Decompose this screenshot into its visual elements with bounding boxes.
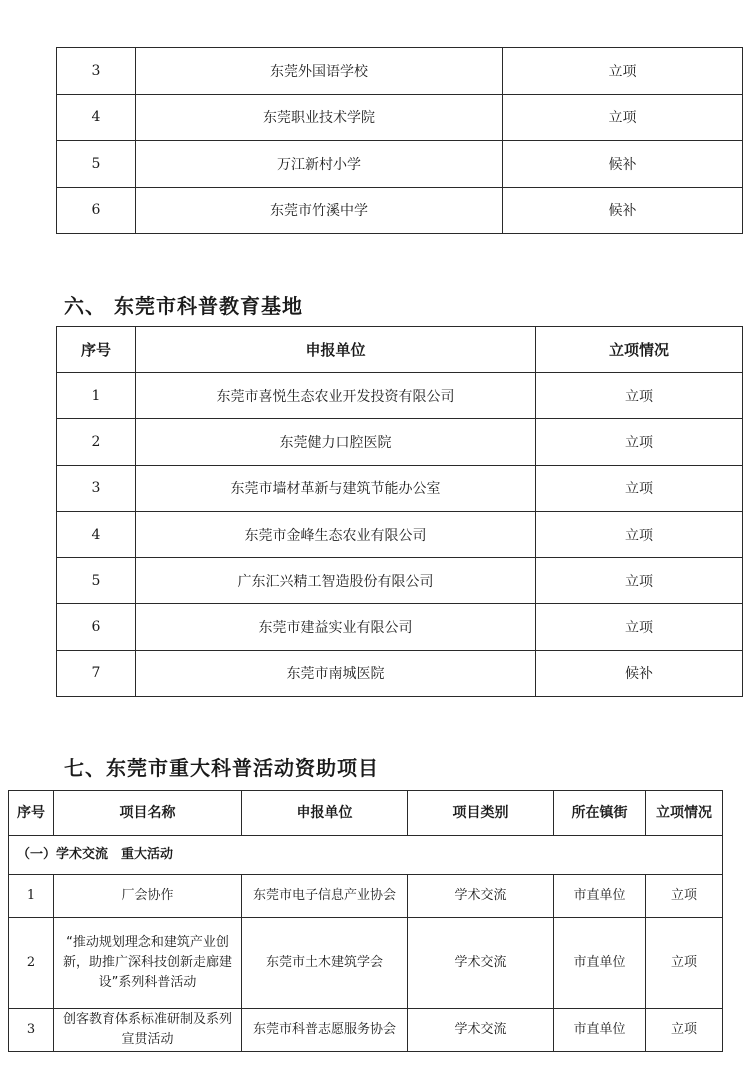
continued-table (56, 47, 743, 234)
table-header-row (9, 791, 723, 836)
section-7-title: 七、东莞市重大科普活动资助项目 (64, 756, 379, 780)
row-number: 2 (9, 918, 54, 1009)
approval-status: 立项 (536, 465, 743, 511)
table-row (57, 604, 743, 650)
approval-status: 立项 (646, 875, 723, 918)
row-number: 4 (57, 94, 136, 141)
table-row (57, 187, 743, 234)
header-number: 序号 (9, 791, 54, 836)
approval-status: 立项 (536, 558, 743, 604)
table-row (9, 1009, 723, 1052)
header-number: 序号 (57, 327, 136, 373)
table-row (9, 875, 723, 918)
project-category: 学术交流 (408, 875, 554, 918)
section-6-title: 六、 东莞市科普教育基地 (64, 294, 303, 318)
table-row (57, 465, 743, 511)
table-row (57, 141, 743, 188)
project-category: 学术交流 (408, 918, 554, 1009)
applicant-unit: 东莞市竹溪中学 (136, 187, 503, 234)
town: 市直单位 (554, 875, 646, 918)
applicant-unit: 东莞职业技术学院 (136, 94, 503, 141)
approval-status: 立项 (646, 918, 723, 1009)
header-unit: 申报单位 (136, 327, 536, 373)
approval-status: 立项 (536, 419, 743, 465)
applicant-unit: 东莞市电子信息产业协会 (242, 875, 408, 918)
row-number: 5 (57, 558, 136, 604)
table-row (57, 94, 743, 141)
row-number: 1 (57, 373, 136, 419)
approval-status: 立项 (536, 373, 743, 419)
row-number: 3 (57, 465, 136, 511)
approval-status: 立项 (536, 604, 743, 650)
approval-status: 候补 (503, 187, 743, 234)
project-name: 厂会协作 (54, 875, 242, 918)
applicant-unit: 东莞市金峰生态农业有限公司 (136, 511, 536, 557)
town: 市直单位 (554, 918, 646, 1009)
table-row (57, 558, 743, 604)
table-row (57, 650, 743, 696)
project-category: 学术交流 (408, 1009, 554, 1052)
header-unit: 申报单位 (242, 791, 408, 836)
table-row (57, 419, 743, 465)
row-number: 6 (57, 187, 136, 234)
applicant-unit: 东莞市南城医院 (136, 650, 536, 696)
applicant-unit: 东莞外国语学校 (136, 48, 503, 95)
table-row (57, 48, 743, 95)
category-label: （一）学术交流 重大活动 (9, 836, 723, 875)
section-7-table (8, 790, 723, 1052)
header-town: 所在镇街 (554, 791, 646, 836)
project-name: 创客教育体系标准研制及系列宣贯活动 (54, 1009, 242, 1052)
applicant-unit: 东莞健力口腔医院 (136, 419, 536, 465)
header-project-name: 项目名称 (54, 791, 242, 836)
category-row (9, 836, 723, 875)
table-header-row (57, 327, 743, 373)
row-number: 3 (57, 48, 136, 95)
row-number: 7 (57, 650, 136, 696)
applicant-unit: 东莞市科普志愿服务协会 (242, 1009, 408, 1052)
approval-status: 立项 (536, 511, 743, 557)
applicant-unit: 东莞市土木建筑学会 (242, 918, 408, 1009)
row-number: 1 (9, 875, 54, 918)
town: 市直单位 (554, 1009, 646, 1052)
row-number: 2 (57, 419, 136, 465)
applicant-unit: 广东汇兴精工智造股份有限公司 (136, 558, 536, 604)
section-6-table (56, 326, 743, 697)
approval-status: 立项 (503, 48, 743, 95)
header-category: 项目类别 (408, 791, 554, 836)
table-row (57, 511, 743, 557)
header-status: 立项情况 (536, 327, 743, 373)
table-row (57, 373, 743, 419)
applicant-unit: 东莞市墙材革新与建筑节能办公室 (136, 465, 536, 511)
table-row (9, 918, 723, 1009)
project-name: “推动规划理念和建筑产业创新，助推广深科技创新走廊建设”系列科普活动 (54, 918, 242, 1009)
approval-status: 立项 (503, 94, 743, 141)
applicant-unit: 东莞市喜悦生态农业开发投资有限公司 (136, 373, 536, 419)
row-number: 4 (57, 511, 136, 557)
approval-status: 立项 (646, 1009, 723, 1052)
applicant-unit: 东莞市建益实业有限公司 (136, 604, 536, 650)
approval-status: 候补 (536, 650, 743, 696)
row-number: 6 (57, 604, 136, 650)
approval-status: 候补 (503, 141, 743, 188)
row-number: 3 (9, 1009, 54, 1052)
applicant-unit: 万江新村小学 (136, 141, 503, 188)
header-status: 立项情况 (646, 791, 723, 836)
row-number: 5 (57, 141, 136, 188)
